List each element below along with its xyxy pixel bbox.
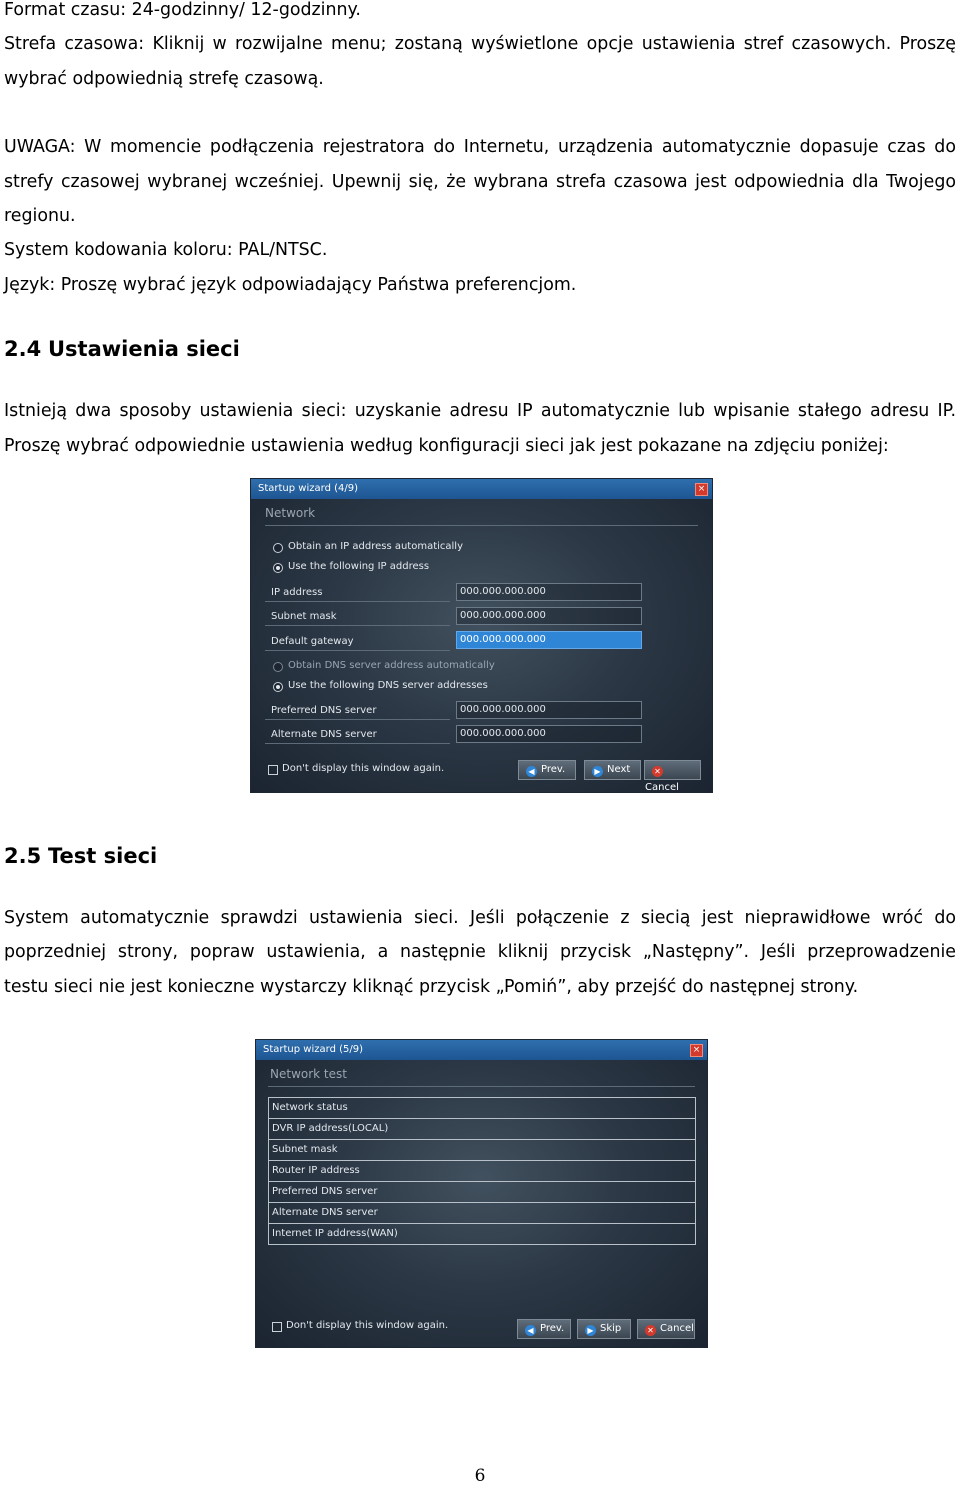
row-label: Internet IP address(WAN) [272,1228,398,1239]
network-dialog [250,478,713,793]
cancel-icon: ✕ [652,766,663,777]
table-row [269,1098,695,1119]
subnet-mask-label: Subnet mask [271,611,337,622]
dialog-titlebar [251,479,712,499]
divider [268,1086,695,1087]
table-row [269,1224,695,1245]
dont-display-checkbox[interactable] [268,765,278,775]
prev-label: Prev. [541,764,566,775]
divider [265,625,450,626]
table-row [269,1203,695,1224]
section-number: 2.5 [4,844,42,868]
test-text-line3: testu sieci nie jest konieczne wystarczy kliknąć przycisk „Pomiń”, aby przejść do następnej strony. [4,977,859,997]
divider [265,525,698,526]
alternate-dns-field[interactable]: 000.000.000.000 [456,725,642,743]
cancel-label: Cancel [645,782,679,793]
radio-ip-auto-label: Obtain an IP address automatically [288,541,464,552]
divider [265,719,450,720]
section-heading-network [4,335,240,363]
arrow-right-icon: ▶ [585,1325,596,1336]
divider [265,601,450,602]
network-test-dialog [255,1039,708,1348]
prev-button[interactable] [517,1319,571,1339]
table-row [269,1182,695,1203]
row-label: Alternate DNS server [272,1207,378,1218]
test-text-line2: poprzedniej strony, popraw ustawienia, a następnie kliknij przycisk „Następny”. Jeśli przeprowadzenie [4,942,956,962]
close-icon[interactable]: × [690,1044,703,1057]
test-text-line1: System automatycznie sprawdzi ustawienia sieci. Jeśli połączenie z siecią jest nieprawidłowe wróć do [4,908,956,928]
arrow-left-icon: ◀ [526,766,537,777]
dont-display-label: Don't display this window again. [282,763,445,774]
language-text: Język: Proszę wybrać język odpowiadający Państwa preferencjom. [4,275,577,295]
arrow-right-icon: ▶ [592,766,603,777]
prev-button[interactable] [518,760,576,780]
radio-dns-auto[interactable] [273,662,283,672]
skip-button[interactable] [577,1319,631,1339]
network-test-table [268,1097,696,1245]
radio-ip-manual[interactable] [273,563,283,573]
timezone-text-line1: Strefa czasowa: Kliknij w rozwijalne menu; zostaną wyświetlone opcje ustawienia stref czasowych. Proszę [4,34,956,54]
next-button[interactable] [584,760,641,780]
table-row [269,1161,695,1182]
note-text-line2: strefy czasowej wybranej wcześniej. Upewnij się, że wybrana strefa czasowa jest odpowiednia dla Twojego [4,172,956,192]
preferred-dns-label: Preferred DNS server [271,705,377,716]
network-section-title: Network [265,506,316,520]
radio-dns-manual-label: Use the following DNS server addresses [288,680,488,691]
radio-ip-auto[interactable] [273,543,283,553]
dialog-title: Startup wizard (5/9) [263,1044,363,1055]
dialog-titlebar [256,1040,707,1060]
skip-label: Skip [600,1323,622,1334]
next-label: Next [607,764,631,775]
network-text-line2: Proszę wybrać odpowiednie ustawienia według konfiguracji sieci jak jest pokazane na zdjęciu poniżej: [4,436,889,456]
ip-address-field[interactable]: 000.000.000.000 [456,583,642,601]
ip-address-label: IP address [271,587,323,598]
dont-display-checkbox[interactable] [272,1322,282,1332]
row-label: Subnet mask [272,1144,338,1155]
subnet-mask-field[interactable]: 000.000.000.000 [456,607,642,625]
preferred-dns-field[interactable]: 000.000.000.000 [456,701,642,719]
divider [265,743,450,744]
row-label: Preferred DNS server [272,1186,378,1197]
section-heading-test [4,842,157,870]
time-format-text: Format czasu: 24-godzinny/ 12-godzinny. [4,0,361,20]
color-system-text: System kodowania koloru: PAL/NTSC. [4,240,328,260]
dialog-title: Startup wizard (4/9) [258,483,358,494]
radio-dns-manual[interactable] [273,682,283,692]
table-row [269,1119,695,1140]
cancel-icon: ✕ [645,1325,656,1336]
section-title: Ustawienia sieci [48,337,240,361]
row-label: Network status [272,1102,348,1113]
close-icon[interactable]: × [695,483,708,496]
page-number: 6 [474,1466,486,1486]
radio-dns-auto-label: Obtain DNS server address automatically [288,660,495,671]
prev-label: Prev. [540,1323,565,1334]
cancel-label: Cancel [660,1323,694,1334]
default-gateway-label: Default gateway [271,636,354,647]
note-text-line3: regionu. [4,206,76,226]
default-gateway-field[interactable]: 000.000.000.000 [456,631,642,649]
arrow-left-icon: ◀ [525,1325,536,1336]
dont-display-label: Don't display this window again. [286,1320,449,1331]
row-label: Router IP address [272,1165,360,1176]
note-text-line1: UWAGA: W momencie podłączenia rejestratora do Internetu, urządzenia automatycznie dopasuje czas do [4,137,956,157]
section-number: 2.4 [4,337,42,361]
cancel-button[interactable] [644,760,701,793]
section-title: Test sieci [48,844,158,868]
network-text-line1: Istnieją dwa sposoby ustawienia sieci: uzyskanie adresu IP automatycznie lub wpisanie stałego adresu IP. [4,401,956,421]
divider [265,650,450,651]
network-test-section-title: Network test [270,1067,347,1081]
radio-ip-manual-label: Use the following IP address [288,561,430,572]
row-label: DVR IP address(LOCAL) [272,1123,389,1134]
cancel-button[interactable] [637,1319,695,1339]
table-row [269,1140,695,1161]
alternate-dns-label: Alternate DNS server [271,729,377,740]
timezone-text-line2: wybrać odpowiednią strefę czasową. [4,69,324,89]
